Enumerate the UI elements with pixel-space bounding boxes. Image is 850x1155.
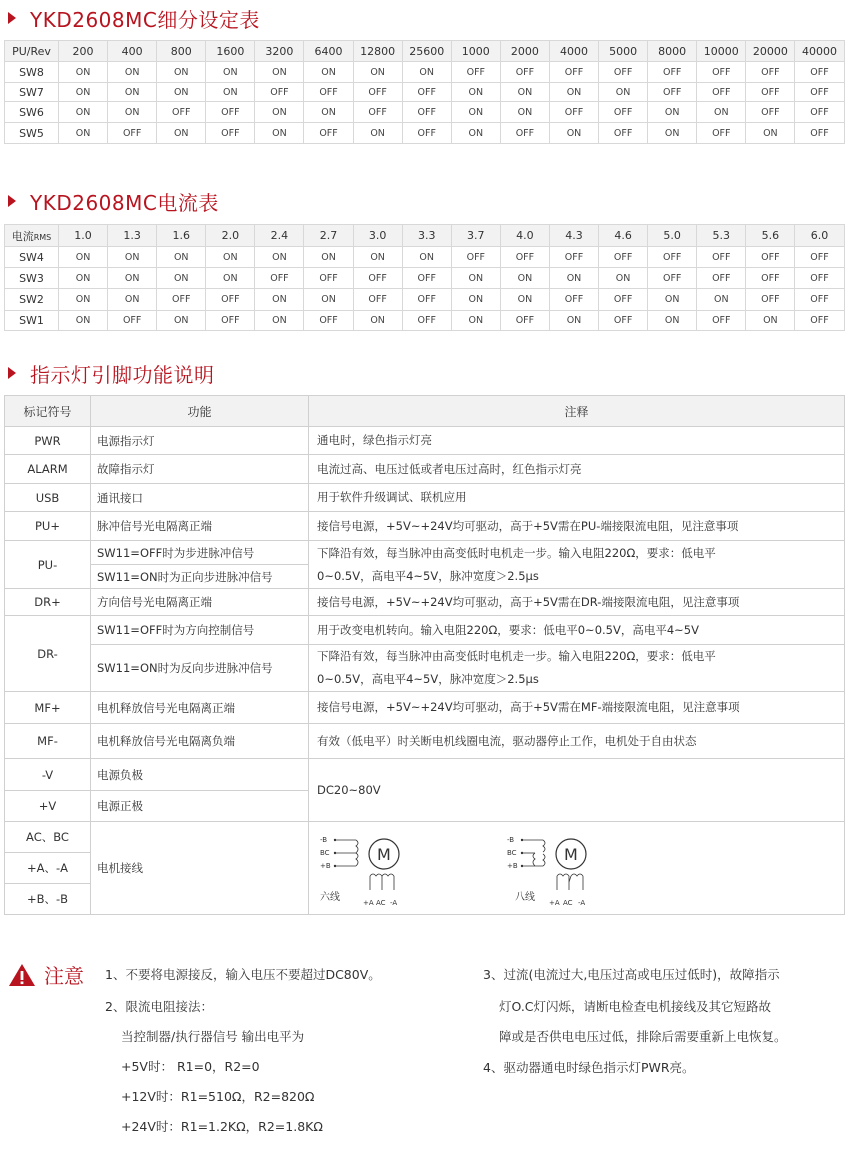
table-cell: OFF [599,311,648,331]
table-header-row [5,41,845,62]
table-cell: ON [206,62,255,83]
header-cell: 1000 [451,41,500,62]
pin-note [309,541,845,589]
table-cell: ON [549,123,598,144]
table-cell: OFF [402,311,451,331]
table-cell: ON [599,83,648,102]
table-cell: OFF [599,62,648,83]
table-cell: OFF [746,62,795,83]
header-note: 注释 [309,396,845,427]
header-cell: 1.3 [108,225,157,247]
table-row [5,311,845,331]
row-label: SW7 [5,83,59,102]
pin-label: -A [390,899,398,907]
header-cell: 6400 [304,41,353,62]
table-row [5,822,845,853]
table-cell: ON [353,311,402,331]
pin-function: SW11=OFF时为方向控制信号 [91,616,309,645]
table-cell: ON [402,62,451,83]
table-cell: ON [255,123,304,144]
header-cell-current-rms [5,225,59,247]
table-row [5,268,845,289]
pin-label: AC [563,899,573,907]
table-cell: OFF [353,102,402,123]
table-cell: OFF [304,311,353,331]
header-cell: 3.7 [451,225,500,247]
motor-label: M [564,845,578,864]
table-cell: OFF [206,102,255,123]
table-cell: OFF [500,62,549,83]
header-cell: 1.6 [157,225,206,247]
section-title-text: YKD2608MC电流表 [30,190,219,215]
table-cell: ON [157,62,206,83]
table-cell: OFF [108,311,157,331]
motor-type-label: 六线 [320,892,340,903]
table-cell: ON [451,123,500,144]
pin-note: DC20~80V [309,759,845,822]
table-cell: ON [697,289,746,311]
table-cell: OFF [402,123,451,144]
table-cell: ON [59,268,108,289]
header-cell: 1600 [206,41,255,62]
table-cell: OFF [206,123,255,144]
table-cell: ON [255,311,304,331]
table-cell: OFF [697,311,746,331]
table-cell: OFF [746,102,795,123]
table-cell: ON [648,311,697,331]
table-cell: OFF [746,268,795,289]
table-cell: ON [451,289,500,311]
table-cell: OFF [157,289,206,311]
table-cell: ON [599,268,648,289]
table-cell: ON [402,247,451,268]
table-cell: ON [255,102,304,123]
header-cell: 20000 [746,41,795,62]
table-cell: ON [451,102,500,123]
table-row [5,247,845,268]
pin-symbol: MF+ [5,692,91,724]
pin-label: BC [320,849,330,857]
table-cell: ON [108,268,157,289]
pin-label: +A [363,899,374,907]
table-row [5,427,845,455]
pin-symbol: ALARM [5,455,91,484]
table-cell: OFF [549,247,598,268]
table-cell: OFF [549,62,598,83]
table-cell: OFF [402,102,451,123]
motor-6-wire-diagram [318,830,418,910]
table-cell: OFF [746,83,795,102]
header-cell: 6.0 [795,225,844,247]
table-cell: ON [648,123,697,144]
pin-symbol: +A、-A [5,853,91,884]
header-label-main: 电流 [11,229,34,243]
header-cell: 3.0 [353,225,402,247]
header-cell: 12800 [353,41,402,62]
table-row [5,455,845,484]
table-row [5,123,845,144]
pin-symbol: +B、-B [5,884,91,915]
table-cell: ON [157,247,206,268]
table-cell: ON [697,102,746,123]
pin-label: -B [320,836,328,844]
pin-label: +B [507,862,518,870]
table-cell: ON [353,62,402,83]
table-cell: OFF [157,102,206,123]
table-cell: ON [255,247,304,268]
table-cell: OFF [353,289,402,311]
table-cell: ON [746,123,795,144]
pin-function-table [4,395,845,915]
note-3b: 灯O.C灯闪烁，请断电检查电机接线及其它短路故 [499,999,772,1014]
pin-symbol: PU+ [5,512,91,541]
table-cell: OFF [795,289,844,311]
pin-symbol: MF- [5,724,91,759]
table-cell: OFF [206,311,255,331]
warning-icon [8,963,36,987]
pin-note [309,645,845,692]
header-cell: 3.3 [402,225,451,247]
table-cell: ON [157,268,206,289]
pin-function: 电机接线 [91,822,309,915]
row-label: SW4 [5,247,59,268]
pin-label: +A [549,899,560,907]
pin-note: 接信号电源，+5V~+24V均可驱动，高于+5V需在MF-端接限流电阻，见注意事项 [309,692,845,724]
pin-function: 电源指示灯 [91,427,309,455]
table-cell: OFF [402,83,451,102]
table-cell: OFF [549,102,598,123]
table-cell: OFF [549,289,598,311]
table-cell: ON [157,311,206,331]
table-cell: ON [108,62,157,83]
table-cell: ON [746,311,795,331]
note-3c: 障或是否供电电压过低，排除后需要重新上电恢复。 [499,1029,787,1044]
pin-function: 电机释放信号光电隔离负端 [91,724,309,759]
triangle-bullet-icon [8,195,16,207]
header-cell: 2000 [500,41,549,62]
pin-label: -A [578,899,586,907]
table-cell: ON [500,289,549,311]
header-cell: 25600 [402,41,451,62]
header-cell: 4.6 [599,225,648,247]
table-cell: OFF [697,83,746,102]
note-2c: +12V时：R1=510Ω，R2=820Ω [121,1089,315,1104]
table-cell: ON [304,62,353,83]
table-cell: ON [59,311,108,331]
table-cell: OFF [500,247,549,268]
pin-symbol: AC、BC [5,822,91,853]
table-cell: OFF [304,83,353,102]
header-cell: 2.4 [255,225,304,247]
table-row [5,289,845,311]
header-cell: 4000 [549,41,598,62]
table-cell: OFF [795,311,844,331]
triangle-bullet-icon [8,367,16,379]
pin-note-line: 0~0.5V，高电平4~5V，脉冲宽度＞2.5μs [317,568,539,583]
pin-note: 有效（低电平）时关断电机线圈电流，驱动器停止工作，电机处于自由状态 [309,724,845,759]
table-header-row [5,396,845,427]
table-cell: ON [648,289,697,311]
section-title-current [8,188,219,214]
section-title-pins [8,360,215,386]
table-cell: OFF [599,102,648,123]
table-cell: OFF [746,247,795,268]
pin-symbol: +V [5,791,91,822]
notes-title [8,960,84,989]
note-2d: +24V时：R1=1.2KΩ，R2=1.8KΩ [121,1119,323,1134]
note-2: 2、限流电阻接法： [105,999,213,1014]
pin-function: SW11=ON时为正向步进脉冲信号 [91,565,309,589]
pin-label: +B [320,862,331,870]
current-table [4,224,845,331]
pin-function: 故障指示灯 [91,455,309,484]
pin-note: 接信号电源，+5V~+24V均可驱动，高于+5V需在PU-端接限流电阻，见注意事项 [309,512,845,541]
table-cell: OFF [648,247,697,268]
header-cell: 2.7 [304,225,353,247]
pin-function: 电源正极 [91,791,309,822]
table-cell: OFF [255,83,304,102]
motor-8-wire-diagram [505,830,605,910]
table-header-row [5,225,845,247]
table-cell: ON [206,247,255,268]
note-1: 1、不要将电源接反，输入电压不要超过DC80V。 [105,967,381,982]
header-cell: 10000 [697,41,746,62]
table-cell: ON [59,102,108,123]
pin-function: SW11=OFF时为步进脉冲信号 [91,541,309,565]
pin-symbol: DR+ [5,589,91,616]
table-cell: ON [451,311,500,331]
header-cell: 8000 [648,41,697,62]
table-cell: OFF [451,62,500,83]
pin-symbol: DR- [5,616,91,692]
table-row [5,645,845,692]
table-cell: OFF [402,268,451,289]
table-cell: ON [304,102,353,123]
pin-function: 方向信号光电隔离正端 [91,589,309,616]
notes-title-text: 注意 [44,964,84,988]
header-cell: 2.0 [206,225,255,247]
pin-note: 通电时，绿色指示灯亮 [309,427,845,455]
table-cell: OFF [697,247,746,268]
pin-note-line: 下降沿有效，每当脉冲由高变低时电机走一步。输入电阻220Ω，要求：低电平 [317,545,716,560]
table-row [5,83,845,102]
table-row [5,102,845,123]
header-cell: 400 [108,41,157,62]
note-3a: 3、过流(电流过大,电压过高或电压过低时)，故障指示 [483,967,780,982]
table-row [5,541,845,565]
table-cell: OFF [648,268,697,289]
table-cell: ON [648,102,697,123]
table-cell: OFF [795,102,844,123]
table-cell: ON [108,83,157,102]
section-title-text: YKD2608MC细分设定表 [30,7,260,32]
table-row [5,484,845,512]
row-label: SW2 [5,289,59,311]
header-symbol: 标记符号 [5,396,91,427]
pin-note: 用于软件升级调试、联机应用 [309,484,845,512]
table-cell: OFF [108,123,157,144]
header-cell: 800 [157,41,206,62]
table-cell: ON [451,268,500,289]
table-cell: ON [304,289,353,311]
table-cell: OFF [648,62,697,83]
table-cell: ON [304,247,353,268]
pin-label: -B [507,836,515,844]
table-cell: ON [353,247,402,268]
header-cell: 40000 [795,41,844,62]
pin-symbol: PWR [5,427,91,455]
table-cell: ON [255,62,304,83]
table-cell: OFF [795,123,844,144]
header-cell: 5.6 [746,225,795,247]
triangle-bullet-icon [8,12,16,24]
header-cell: 200 [59,41,108,62]
table-row [5,512,845,541]
pin-note: 用于改变电机转向。输入电阻220Ω，要求：低电平0~0.5V，高电平4~5V [309,616,845,645]
table-cell: ON [500,83,549,102]
table-cell: OFF [304,123,353,144]
note-2a: 当控制器/执行器信号 输出电平为 [121,1029,305,1044]
motor-label: M [377,845,391,864]
row-label: SW5 [5,123,59,144]
pin-function: 电源负极 [91,759,309,791]
table-cell: OFF [795,268,844,289]
table-cell: OFF [648,83,697,102]
table-cell: OFF [353,83,402,102]
table-cell: OFF [746,289,795,311]
pin-note-line: 下降沿有效，每当脉冲由高变低时电机走一步。输入电阻220Ω，要求：低电平 [317,649,716,663]
header-cell: PU/Rev [5,41,59,62]
table-cell: ON [549,311,598,331]
table-cell: OFF [599,123,648,144]
table-row [5,589,845,616]
table-row [5,62,845,83]
table-row [5,759,845,791]
table-cell: ON [549,83,598,102]
section-title-microstep [8,5,260,31]
table-cell: OFF [697,268,746,289]
header-cell: 5.0 [648,225,697,247]
table-cell: ON [157,83,206,102]
header-cell: 5.3 [697,225,746,247]
table-cell: OFF [304,268,353,289]
header-cell: 4.0 [500,225,549,247]
table-cell: ON [59,62,108,83]
table-cell: ON [59,83,108,102]
pin-function: 电机释放信号光电隔离正端 [91,692,309,724]
table-cell: ON [206,83,255,102]
pin-function: SW11=ON时为反向步进脉冲信号 [91,645,309,692]
note-2b: +5V时： R1=0，R2=0 [121,1059,260,1074]
pin-symbol: -V [5,759,91,791]
header-cell: 5000 [599,41,648,62]
table-cell: ON [353,123,402,144]
microstep-table [4,40,845,144]
table-cell: OFF [353,268,402,289]
header-function: 功能 [91,396,309,427]
pin-symbol: PU- [5,541,91,589]
table-cell: ON [451,83,500,102]
pin-label: BC [507,849,517,857]
pin-function: 脉冲信号光电隔离正端 [91,512,309,541]
pin-note-line: 0~0.5V，高电平4~5V，脉冲宽度＞2.5μs [317,672,539,686]
note-4: 4、驱动器通电时绿色指示灯PWR亮。 [483,1060,695,1075]
table-cell: ON [59,123,108,144]
pin-label: AC [376,899,386,907]
pin-function: 通讯接口 [91,484,309,512]
table-row [5,692,845,724]
pin-note: 接信号电源，+5V~+24V均可驱动，高于+5V需在DR-端接限流电阻，见注意事项 [309,589,845,616]
table-cell: ON [108,247,157,268]
pin-note: 电流过高、电压过低或者电压过高时，红色指示灯亮 [309,455,845,484]
table-cell: OFF [795,83,844,102]
header-cell: 1.0 [59,225,108,247]
table-cell: ON [108,102,157,123]
header-label-sub: RMS [33,232,52,242]
motor-type-label: 八线 [515,892,535,903]
table-cell: OFF [255,268,304,289]
table-cell: OFF [500,311,549,331]
table-cell: ON [108,289,157,311]
table-cell: ON [500,268,549,289]
section-title-text: 指示灯引脚功能说明 [30,362,215,387]
table-cell: ON [59,289,108,311]
table-cell: OFF [451,247,500,268]
header-cell: 3200 [255,41,304,62]
table-cell: OFF [500,123,549,144]
table-row [5,724,845,759]
table-cell: OFF [599,289,648,311]
row-label: SW6 [5,102,59,123]
table-cell: OFF [402,289,451,311]
header-cell: 4.3 [549,225,598,247]
table-cell: OFF [697,62,746,83]
row-label: SW1 [5,311,59,331]
table-cell: ON [157,123,206,144]
row-label: SW3 [5,268,59,289]
table-cell: ON [549,268,598,289]
row-label: SW8 [5,62,59,83]
table-cell: ON [59,247,108,268]
table-cell: OFF [795,62,844,83]
table-cell: OFF [599,247,648,268]
table-row [5,616,845,645]
pin-symbol: USB [5,484,91,512]
table-cell: OFF [206,289,255,311]
table-cell: OFF [697,123,746,144]
table-cell: ON [206,268,255,289]
table-cell: ON [255,289,304,311]
table-cell: ON [500,102,549,123]
table-cell: OFF [795,247,844,268]
